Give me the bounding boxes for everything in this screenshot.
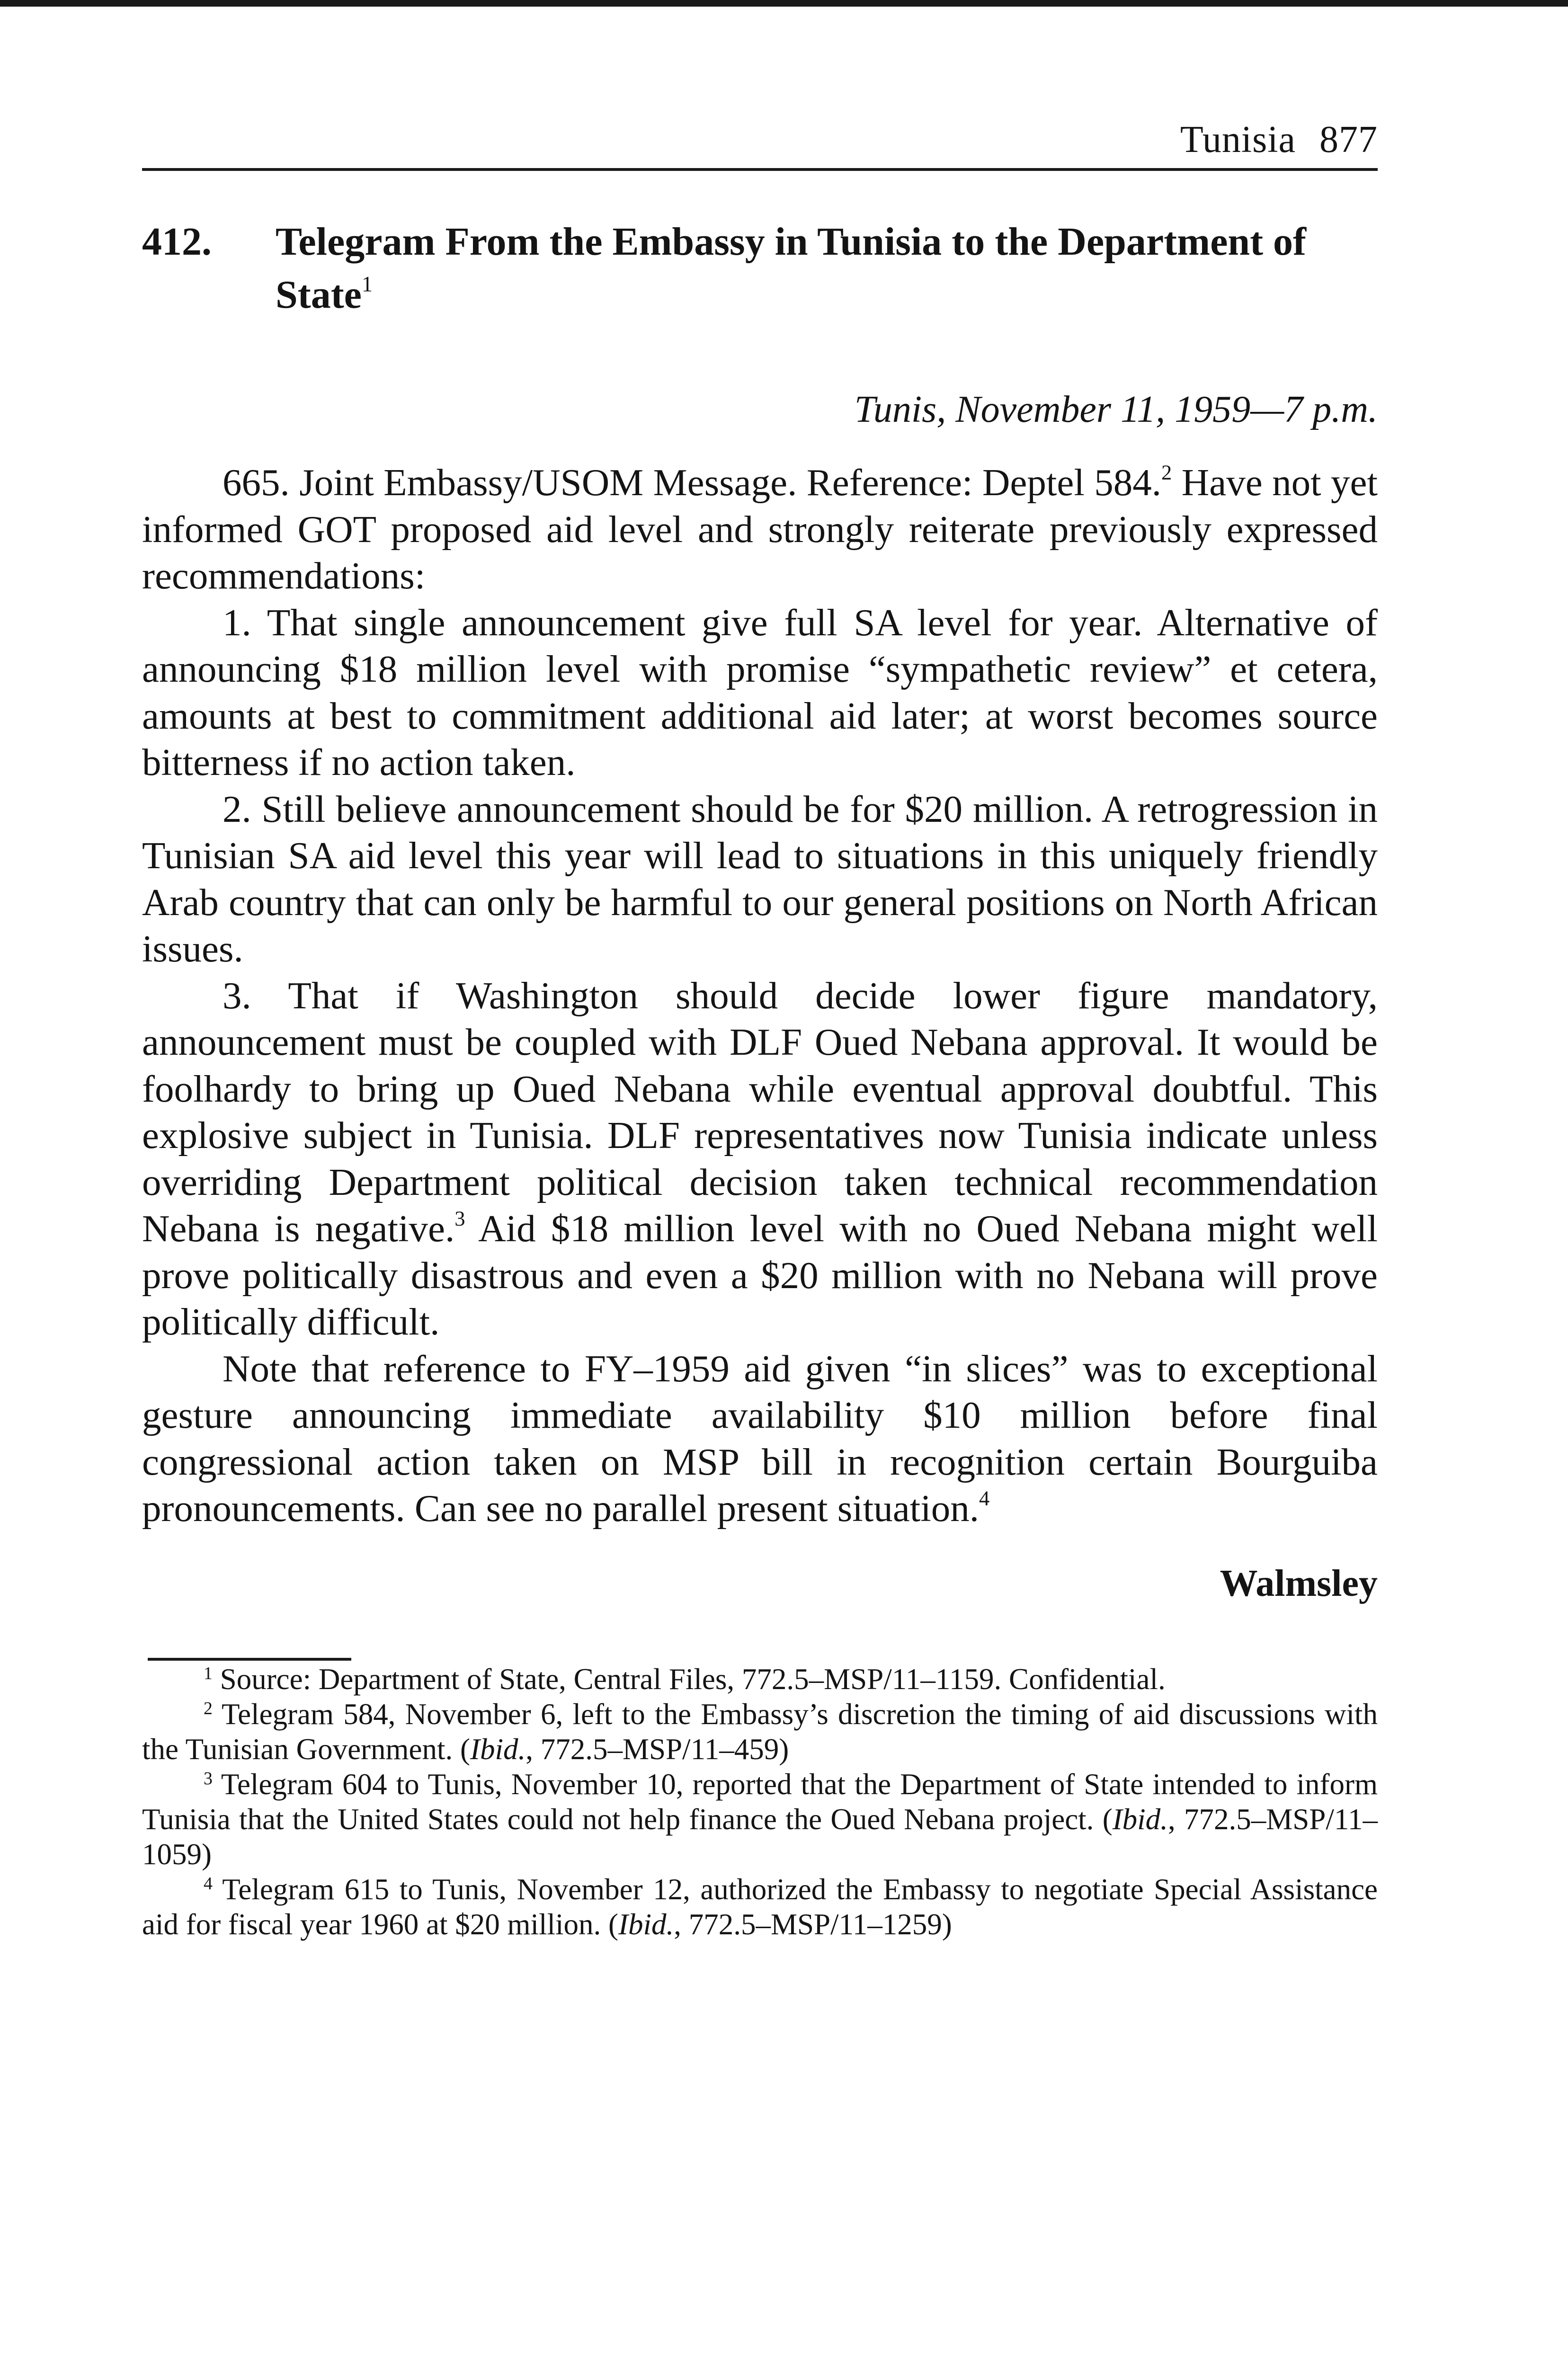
footnote-4 <box>142 1872 1378 1942</box>
document-title-text: Telegram From the Embassy in Tunisia to the Department of State <box>276 220 1307 317</box>
footnote-mark: 3 <box>204 1769 213 1789</box>
footnote-ref-text: , 772.5–MSP/11–1259) <box>674 1908 952 1941</box>
running-head <box>142 116 1378 163</box>
document-heading <box>142 215 1378 321</box>
footnote-ref-3[interactable]: 3 <box>454 1206 465 1230</box>
document-title <box>276 215 1378 321</box>
footnote-rule <box>148 1658 351 1661</box>
running-head-title: Tunisia <box>1180 119 1296 160</box>
footnote-ibid: Ibid. <box>618 1908 674 1941</box>
footnote-ref-text: , 772.5–MSP/11–459) <box>526 1733 789 1766</box>
footnote-ref-1[interactable]: 1 <box>361 272 373 296</box>
paragraph-text: Note that reference to FY–1959 aid given “in slices” was to exceptional gesture announcing immediate availability $10 million before final congressional action taken on MSP bill in recognition certain Bourguiba pronouncements. Can see no parallel present situation. <box>142 1347 1378 1530</box>
footnote-text: Telegram 604 to Tunis, November 10, reported that the Department of State intended to inform Tunisia that the United States could not help finance the Oued Nebana project. ( <box>142 1768 1378 1836</box>
paragraph-text: Have not yet informed GOT proposed aid level and strongly reiterate previously expressed recommendations: <box>142 461 1378 597</box>
paragraph-text: 665. Joint Embassy/USOM Message. Reference: Deptel 584. <box>223 461 1162 504</box>
signature: Walmsley <box>1220 1563 1378 1604</box>
header-rule <box>142 168 1378 171</box>
paragraph-text: Aid $18 million level with no Oued Nebana might well prove politically disastrous and even a $20 million with no Nebana will prove politically difficult. <box>142 1207 1378 1343</box>
footnote-3 <box>142 1767 1378 1872</box>
footnote-text: Source: Department of State, Central Files, 772.5–MSP/11–1159. Confidential. <box>220 1663 1166 1696</box>
paragraph-point-1 <box>142 599 1378 786</box>
footnote-mark: 4 <box>204 1874 213 1894</box>
footnote-ref-text: , 772.5–MSP/11–1059) <box>142 1803 1378 1871</box>
document-number: 412. <box>142 220 212 264</box>
paragraph-text: 3. That if Washington should decide lower figure mandatory, announcement must be coupled with DLF Oued Nebana approval. It would be foolhardy to bring up Oued Nebana while eventual approval doubtful. This explosive subject in Tunisia. DLF representatives now Tunisia indicate unless overriding Department political decision taken technical recommendation Nebana is negative. <box>142 974 1378 1250</box>
paragraph-text: 2. Still believe announcement should be for $20 million. A retrogression in Tunisian SA aid level this year will lead to situations in this uniquely friendly Arab country that can only be harmful to our general positions on North African issues. <box>142 787 1378 970</box>
footnote-mark: 1 <box>204 1664 213 1684</box>
footnote-2 <box>142 1697 1378 1767</box>
paragraph-point-2 <box>142 786 1378 972</box>
page-number: 877 <box>1319 119 1378 160</box>
dateline: Tunis, November 11, 1959—7 p.m. <box>854 389 1378 430</box>
telegram-body <box>142 459 1378 1532</box>
footnote-1 <box>142 1662 1378 1697</box>
footnote-text: Telegram 584, November 6, left to the Embassy’s discretion the timing of aid discussions with the Tunisian Government. ( <box>142 1698 1378 1766</box>
footnote-ref-2[interactable]: 2 <box>1161 460 1172 484</box>
paragraph-message <box>142 459 1378 599</box>
footnotes <box>142 1662 1378 1942</box>
document-page <box>142 0 1378 2367</box>
paragraph-point-3 <box>142 972 1378 1345</box>
footnote-ref-4[interactable]: 4 <box>979 1486 990 1510</box>
paragraph-note <box>142 1345 1378 1532</box>
paragraph-text: 1. That single announcement give full SA level for year. Alternative of announcing $18 million level with promise “sympathetic review” et cetera, amounts at best to commitment additional aid later; at worst becomes source bitterness if no action taken. <box>142 601 1378 783</box>
footnote-text: Telegram 615 to Tunis, November 12, authorized the Embassy to negotiate Special Assistance aid for fiscal year 1960 at $20 million. ( <box>142 1873 1378 1941</box>
footnote-ibid: Ibid. <box>470 1733 526 1766</box>
footnote-ibid: Ibid. <box>1112 1803 1168 1836</box>
footnote-mark: 2 <box>204 1699 213 1719</box>
